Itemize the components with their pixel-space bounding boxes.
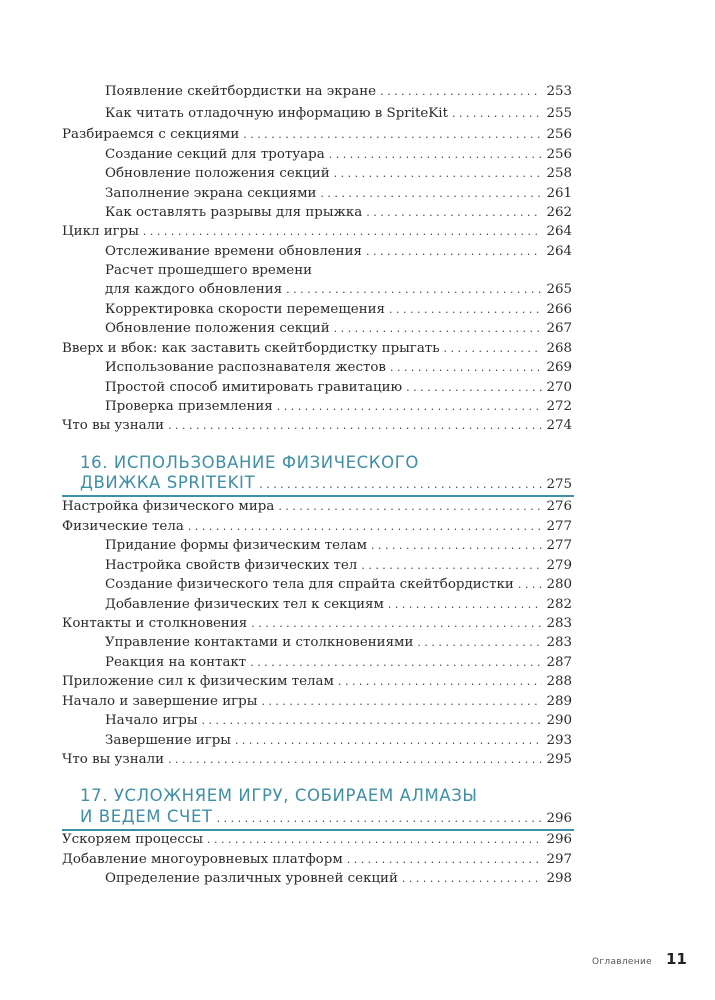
toc-entry-page: 274 [546,418,572,433]
toc-entry-title: Обновление положения секций [105,321,330,336]
toc-entry-page: 283 [546,616,572,631]
leader-dots [235,731,542,751]
leader-dots [261,692,542,712]
leader-dots [217,808,542,830]
toc-entry-page: 277 [546,519,572,534]
leader-dots [329,145,542,165]
leader-dots [334,319,542,339]
toc-entry-page: 269 [546,360,572,375]
leader-dots [361,556,542,576]
leader-dots [388,595,542,615]
leader-dots [243,125,542,145]
toc-entry[interactable] [62,339,572,359]
toc-entry[interactable] [105,869,572,889]
chapter-16-heading[interactable] [80,472,572,496]
toc-entry-title: Определение различных уровней секций [105,871,398,886]
toc-entry-page: 262 [546,205,572,220]
toc-entry[interactable] [105,319,572,339]
toc-entry-page: 264 [546,244,572,259]
leader-dots [518,575,542,595]
toc-entry-page: 266 [546,302,572,317]
toc-entry-page: 279 [546,558,572,573]
toc-entry-page: 293 [546,733,572,748]
toc-entry[interactable] [105,184,572,204]
toc-entry-page: 280 [546,577,572,592]
toc-entry-page: 265 [546,282,572,297]
leader-dots [347,850,542,870]
leader-dots [366,242,542,262]
toc-entry[interactable] [62,850,572,870]
toc-entry-title: Цикл игры [62,224,139,239]
toc-entry-title: Отслеживание времени обновления [105,244,362,259]
toc-entry-page: 297 [546,852,572,867]
leader-dots [389,300,542,320]
toc-entry[interactable] [105,104,572,124]
toc-entry-page: 295 [546,752,572,767]
leader-dots [168,416,542,436]
footer-page-number: 11 [666,950,687,968]
toc-entry[interactable] [105,397,572,417]
leader-dots [250,653,542,673]
toc-entry-page: 258 [546,166,572,181]
toc-entry[interactable] [62,416,572,436]
toc-entry-title: Что вы узнали [62,418,165,433]
toc-entry-title: Придание формы физическим телам [105,538,367,553]
toc-entry-title: Создание секций для тротуара [105,147,325,162]
chapter-17-title-line2: И ВЕДЕМ СЧЕТ [80,807,213,826]
toc-entry[interactable] [105,595,572,615]
toc-entry[interactable] [105,536,572,556]
toc-entry-title: Корректировка скорости перемещения [105,302,385,317]
toc-entry-page: 270 [546,380,572,395]
toc-entry-title: Создание физического тела для спрайта скейтбордистки [105,577,514,592]
toc-entry[interactable] [105,575,572,595]
toc-entry[interactable] [105,378,572,398]
leader-dots [402,869,542,889]
toc-entry-title: Контакты и столкновения [62,616,248,631]
leader-dots [452,104,542,124]
toc-entry-title: Завершение игры [105,733,231,748]
toc-entry-page: 277 [546,538,572,553]
toc-entry[interactable] [62,692,572,712]
footer-section-label: Оглавление [592,957,652,967]
toc-entry-page: 256 [546,147,572,162]
chapter-16-title-line1: 16. ИСПОЛЬЗОВАНИЕ ФИЗИЧЕСКОГО [80,453,419,472]
leader-dots [188,517,542,537]
toc-entry[interactable] [62,125,572,145]
leader-dots [259,474,542,496]
toc-entry-title: Простой способ имитировать гравитацию [105,380,403,395]
leader-dots [338,672,542,692]
toc-entry-page: 267 [546,321,572,336]
toc-entry-title: Реакция на контакт [105,655,247,670]
toc-entry[interactable] [105,242,572,262]
toc-entry[interactable] [62,672,572,692]
toc-entry-title: Добавление физических тел к секциям [105,597,384,612]
toc-entry-title: Разбираемся с секциями [62,127,240,142]
toc-entry-title: Проверка приземления [105,399,273,414]
leader-dots [277,397,542,417]
toc-entry[interactable] [105,164,572,184]
toc-entry-title: Обновление положения секций [105,166,330,181]
toc-entry-page: 287 [546,655,572,670]
toc-entry[interactable] [62,222,572,242]
toc-entry-page: 289 [546,694,572,709]
toc-entry-page: 255 [546,106,572,121]
leader-dots [278,497,542,517]
toc-entry[interactable] [62,517,572,537]
toc-entry-title: Появление скейтбордистки на экране [105,84,377,99]
toc-entry-page: 282 [546,597,572,612]
leader-dots [390,358,542,378]
toc-entry-title: Управление контактами и столкновениями [105,635,414,650]
toc-entry-title-line1: Расчет прошедшего времени [105,263,313,278]
toc-entry[interactable] [105,653,572,673]
toc-entry[interactable] [62,750,572,770]
toc-entry-page: 283 [546,635,572,650]
toc-entry-title: Настройка физического мира [62,499,275,514]
toc-entry-title: Вверх и вбок: как заставить скейтбордистку прыгать [62,341,440,356]
toc-entry[interactable] [105,203,572,223]
toc-entry-title: Ускоряем процессы [62,832,203,847]
toc-entry[interactable] [105,731,572,751]
toc-entry-page: 253 [546,84,572,99]
leader-dots [366,203,542,223]
toc-entry[interactable] [62,614,572,634]
leader-dots [406,378,542,398]
chapter-17-heading[interactable] [80,806,572,830]
toc-entry[interactable] [62,830,572,850]
toc-entry-title: Начало игры [105,713,198,728]
chapter-16-page: 275 [546,477,572,492]
toc-entry[interactable] [105,145,572,165]
toc-entry[interactable] [62,497,572,517]
toc-entry-page: 261 [546,186,572,201]
toc-entry-title: Использование распознавателя жестов [105,360,386,375]
toc-entry-page: 296 [546,832,572,847]
leader-dots [207,830,542,850]
leader-dots [320,184,542,204]
toc-entry-title: Настройка свойств физических тел [105,558,358,573]
toc-entry-title: для каждого обновления [105,282,283,297]
toc-entry[interactable] [105,82,572,102]
toc-entry-page: 276 [546,499,572,514]
toc-entry[interactable] [105,358,572,378]
toc-entry-page: 272 [546,399,572,414]
toc-entry[interactable] [105,556,572,576]
leader-dots [143,222,542,242]
toc-entry[interactable] [105,711,572,731]
toc-entry[interactable] [105,280,572,300]
toc-entry-title: Начало и завершение игры [62,694,258,709]
leader-dots [286,280,542,300]
toc-entry-title: Заполнение экрана секциями [105,186,317,201]
toc-entry-page: 256 [546,127,572,142]
toc-entry-page: 290 [546,713,572,728]
chapter-17-page: 296 [546,811,572,826]
leader-dots [380,82,542,102]
toc-entry[interactable] [105,633,572,653]
chapter-17-title-line1: 17. УСЛОЖНЯЕМ ИГРУ, СОБИРАЕМ АЛМАЗЫ [80,786,478,805]
toc-entry-page: 298 [546,871,572,886]
chapter-16-title-line2: ДВИЖКА SPRITEKIT [80,473,256,492]
leader-dots [334,164,542,184]
toc-entry[interactable] [105,300,572,320]
leader-dots [168,750,542,770]
toc-entry-page: 268 [546,341,572,356]
leader-dots [251,614,542,634]
toc-entry-title: Что вы узнали [62,752,165,767]
toc-entry-page: 288 [546,674,572,689]
toc-entry-title: Добавление многоуровневых платформ [62,852,343,867]
toc-entry-title: Как оставлять разрывы для прыжка [105,205,363,220]
leader-dots [371,536,542,556]
toc-entry-title: Физические тела [62,519,184,534]
toc-entry-title: Приложение сил к физическим телам [62,674,334,689]
toc-entry-title: Как читать отладочную информацию в SpriteKit [105,106,448,121]
leader-dots [202,711,543,731]
leader-dots [444,339,543,359]
leader-dots [417,633,542,653]
toc-entry-page: 264 [546,224,572,239]
